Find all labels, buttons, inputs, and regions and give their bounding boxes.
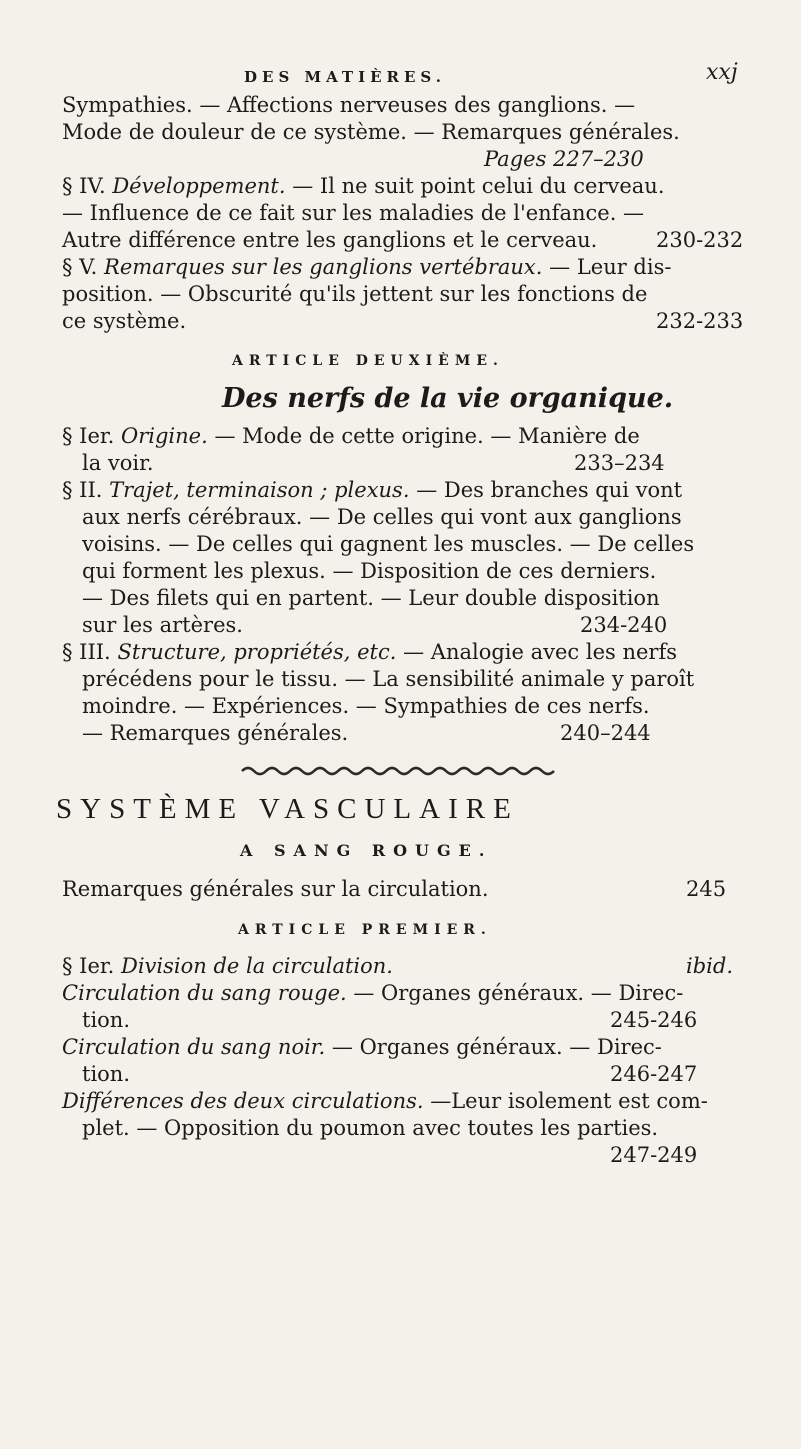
- section-title: Origine.: [121, 424, 208, 448]
- toc-entry-circ-noir: [62, 1034, 662, 1060]
- section-text: — Organes généraux. — Direc-: [353, 981, 684, 1005]
- section-text: — Analogie avec les nerfs: [403, 640, 678, 664]
- page-range: 247-249: [610, 1143, 698, 1167]
- section-number: § II.: [62, 478, 103, 502]
- page-range: 240–244: [560, 721, 651, 745]
- article-heading: ARTICLE DEUXIÈME.: [232, 353, 504, 369]
- page-range: 233–234: [574, 451, 665, 475]
- section-title: Remarques sur les ganglions vertébraux.: [104, 255, 543, 279]
- section-title: Circulation du sang rouge.: [62, 981, 347, 1005]
- page-range: 246-247: [610, 1062, 698, 1086]
- toc-line: sur les artères.: [82, 613, 243, 637]
- toc-entry-circ-rouge: [62, 980, 683, 1006]
- toc-entry-origine: [62, 423, 640, 449]
- article-title: Des nerfs de la vie organique.: [222, 383, 674, 414]
- toc-line: — Influence de ce fait sur les maladies de l'enfance. —: [62, 201, 645, 225]
- section-number: § IV.: [62, 174, 106, 198]
- toc-line: moindre. — Expériences. — Sympathies de ces nerfs.: [82, 694, 650, 718]
- section-text: — Mode de cette origine. — Manière de: [214, 424, 640, 448]
- toc-line: tion.: [82, 1062, 130, 1086]
- toc-line: — Remarques générales.: [82, 721, 349, 745]
- toc-line: ce système.: [62, 309, 187, 333]
- ornament-divider: [240, 764, 560, 778]
- toc-entry-division: [62, 953, 393, 979]
- section-title: Structure, propriétés, etc.: [117, 640, 397, 664]
- page-range: Pages 227–230: [484, 147, 644, 171]
- section-text: — Organes généraux. — Direc-: [331, 1035, 662, 1059]
- toc-line: précédens pour le tissu. — La sensibilité animale y paroît: [82, 667, 695, 691]
- section-title: Division de la circulation.: [121, 954, 393, 978]
- toc-line: qui forment les plexus. — Disposition de ces derniers.: [82, 559, 657, 583]
- running-head-folio: xxj: [706, 60, 738, 85]
- toc-line: la voir.: [82, 451, 154, 475]
- toc-line: plet. — Opposition du poumon avec toutes les parties.: [82, 1116, 659, 1140]
- section-title: Développement.: [112, 174, 286, 198]
- toc-line: Remarques générales sur la circulation.: [62, 877, 489, 901]
- toc-entry-differences: [62, 1088, 708, 1114]
- article-heading: ARTICLE PREMIER.: [238, 922, 492, 938]
- page-range: 234-240: [580, 613, 668, 637]
- toc-line: voisins. — De celles qui gagnent les muscles. — De celles: [82, 532, 695, 556]
- section-title: Différences des deux circulations.: [62, 1089, 424, 1113]
- toc-entry-structure: [62, 639, 677, 665]
- toc-line: — Des filets qui en partent. — Leur double disposition: [82, 586, 660, 610]
- section-number: § Ier.: [62, 424, 115, 448]
- section-number: § Ier.: [62, 954, 115, 978]
- toc-entry-v: [62, 254, 671, 280]
- toc-line: Autre différence entre les ganglions et le cerveau.: [62, 228, 598, 252]
- section-text: — Des branches qui vont: [416, 478, 683, 502]
- page-range: ibid.: [686, 954, 733, 978]
- page-range: 245-246: [610, 1008, 698, 1032]
- section-number: § III.: [62, 640, 111, 664]
- toc-line: Sympathies. — Affections nerveuses des ganglions. —: [62, 93, 636, 117]
- section-text: — Il ne suit point celui du cerveau.: [292, 174, 665, 198]
- section-title: Trajet, terminaison ; plexus.: [109, 478, 410, 502]
- section-title: Circulation du sang noir.: [62, 1035, 326, 1059]
- section-text: — Leur dis-: [549, 255, 672, 279]
- toc-line: position. — Obscurité qu'ils jettent sur les fonctions de: [62, 282, 648, 306]
- toc-entry-iv: [62, 173, 665, 199]
- system-subtitle: A SANG ROUGE.: [240, 841, 493, 860]
- page-range: 232-233: [656, 309, 744, 333]
- system-title: SYSTÈME VASCULAIRE: [56, 793, 519, 825]
- section-text: —Leur isolement est com-: [430, 1089, 708, 1113]
- toc-entry-trajet: [62, 477, 682, 503]
- toc-line: Mode de douleur de ce système. — Remarques générales.: [62, 120, 680, 144]
- section-number: § V.: [62, 255, 98, 279]
- page-range: 245: [686, 877, 727, 901]
- running-head-title: DES MATIÈRES.: [244, 68, 446, 86]
- toc-line: tion.: [82, 1008, 130, 1032]
- toc-line: aux nerfs cérébraux. — De celles qui vont aux ganglions: [82, 505, 682, 529]
- page-range: 230-232: [656, 228, 744, 252]
